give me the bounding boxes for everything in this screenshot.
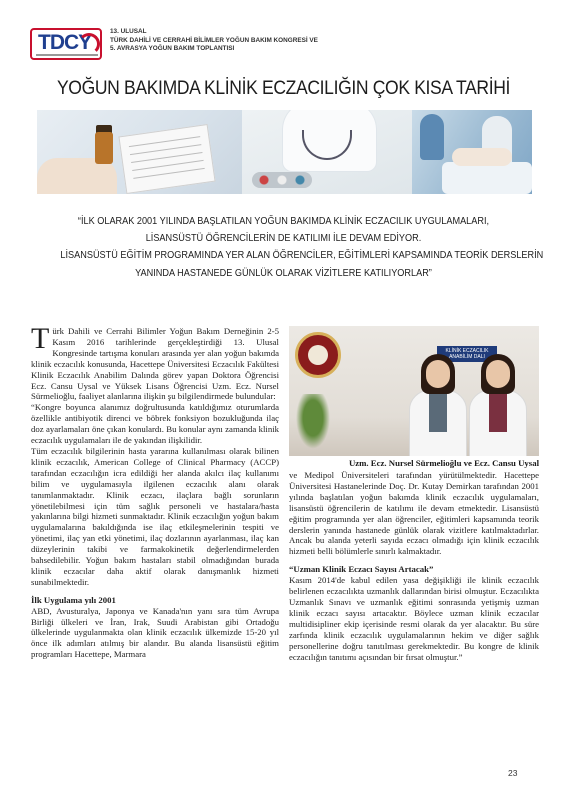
- university-emblem-icon: [295, 332, 341, 378]
- person-figure: [407, 354, 469, 456]
- left-column: [31, 322, 279, 660]
- tdcy-logo: [30, 28, 102, 60]
- hospital-bed: [442, 162, 532, 194]
- logo-underline: [36, 54, 98, 56]
- page-number: 23: [508, 768, 518, 778]
- intro-paragraph: [31, 322, 279, 402]
- quote-line: LİSANSÜSTÜ ÖĞRENCİLERİN DE KATILIMI İLE DEVAM EDİYOR.: [145, 233, 422, 245]
- pills-blister: [252, 172, 312, 188]
- patient-figure: [452, 148, 512, 166]
- banner-photo-doctor: [242, 110, 412, 194]
- right-column: [289, 470, 539, 662]
- portrait-photo: [289, 326, 539, 456]
- department-sign: KLİNİK ECZACILIK ANABİLİM DALI: [437, 346, 497, 362]
- medicine-bottle: [95, 132, 113, 164]
- quote-line: LİSANSÜSTÜ EĞİTİM PROGRAMINDA YER ALAN ÖĞRENCİLER, EĞİTİMLERİ KAPSAMINDA TEORİK DERSLERİN: [60, 250, 544, 262]
- body-paragraph: Kasım 2014'de kabul edilen yasa değişikliği ile klinik eczacılık belirlenen eczacılıkta uzmanlık dallarından birisi olmuştur. Eczacılıkta Uzmanlık Sınavı ve uzmanlık eğitimi sonrasında yetişmiş uzman klinik eczacı sayısı artacaktır. Böylece uzman klinik eczacılar multidisipliner ekip içerisinde resmi olarak da yer alacaktır. Bu süre zarfında klinik eczacılık uygulamalarının hekim ve diğer sağlık personellerine doğru tanıtılması gerekmektedir. Bu kongre de klinik eczacılığın tanıtımı açısından bir fırsat olmuştur.”: [289, 575, 539, 662]
- banner-photo-strip: [37, 110, 532, 194]
- banner-photo-pharmacy: [37, 110, 242, 194]
- congress-name: [110, 28, 318, 54]
- body-paragraph: ABD, Avusturalya, Japonya ve Kanada'nın yanı sıra tüm Avrupa Birliği ülkeleri ve İran, Irak, Suudi Arabistan gibi Ortadoğu ülkelerinde uygulanmakta olan klinik eczacılık ülkemizde 15-20 yıl önce ilk adımları atılmış bir alandır. Bu alanda lisansüstü eğitim programları Hacettepe, Marmara: [31, 605, 279, 660]
- congress-line: TÜRK DAHİLİ VE CERRAHİ BİLİMLER YOĞUN BAKIM KONGRESİ VE: [110, 36, 318, 44]
- quote-line: YANINDA HASTANEDE GÜNLÜK OLARAK VİZİTLERE KATILIYORLAR”: [135, 267, 432, 279]
- person-figure: [467, 354, 529, 456]
- body-paragraph: ve Medipol Üniversiteleri tarafından yürütülmektedir. Hacettepe Üniversitesi Hastanelerinde Doç. Dr. Kutay Demirkan tarafından 2001 yılında başlatılan yoğun bakımda klinik eczacılık uygulamaları, lisansüstü öğrencilerin de katılımı ile devam etmektedir. Lisansüstü eğitim programında yer alan öğrenciler, eğitimleri kapsamında teorik derslerin yanında hastanede günlük olarak vizitlere katılmaktadırlar. Ancak bu alanda yeterli sayıda eczacı olmadığı için klinik eczacılık hizmeti belli bölümlerle sınırlı kalmaktadır.: [289, 470, 539, 557]
- plant-shape: [293, 394, 333, 454]
- page-header: [30, 28, 540, 64]
- photo-caption: Uzm. Ecz. Nursel Sürmelioğlu ve Ecz. Cansu Uysal: [348, 458, 539, 468]
- body-paragraph: “Kongre boyunca alanımız doğrultusunda katıldığımız oturumlarda özellikle antibiyotik direnci ve böbrek fonksiyon bozukluğunda ilaç doz ayarlamaları öne çıkan konulardı. Bu konular aynı zamanda klinik eczacılık uygulamaları ile de yakından ilişkilidir.: [31, 402, 279, 446]
- article-title: YOĞUN BAKIMDA KLİNİK ECZACILIĞIN ÇOK KISA TARİHİ: [56, 77, 511, 99]
- congress-line: 13. ULUSAL: [110, 28, 147, 35]
- intro-text: ürk Dahili ve Cerrahi Bilimler Yoğun Bakım Derneğinin 2-5 Kasım 2016 tarihlerinde gerçekleştirdiği 13. Ulusal Kongresinde tartışma konuları arasında yer alan yoğun bakımda klinik eczacılık konusunda, Hacettepe Üniversitesi Eczacılık Fakültesi Klinik Eczacılık Anabilim Dalında görev yapan Doktora Öğrencisi Ecz. Cansu Uysal ve Yüksek Lisans Öğrencisi Uzm. Ecz. Nursel Sürmelioğlu, faaliyet alanlarına ilişkin şu bilgilendirmede bulundular:: [31, 326, 279, 402]
- body-paragraph: Tüm eczacılık bilgilerinin hasta yararına kullanılması olarak bilinen klinik eczacılık, American College of Clinical Pharmacy (ACCP) tarafından eczacılığın icra edildiği her alanda akılcı ilaç kullanımı bilim ve uygulamasıyla ilgilenen eczacılık alanı olarak tanımlanmaktadır. Klinik eczacı, ilaçlara bağlı sorunların yönetilebilmesi için tüm sağlık personeli ve hastalara/hasta yakınlarına bilgi hizmeti sunmaktadır. Klinik eczacılığın yoğun bakım uygulamalarına bakıldığında ise ilaç etkileşmelerinin tespiti ve yönetimi, ilaç yan etki yönetimi, ilaç dozlarının ayarlanması, ilaç kan düzeylerinin takibi ve farmakokinetik değerlendirmelerden bahsedilebilir. Yoğun bakım hastaları stabil olmadığından burada klinik eczacılar daha aktif olarak danışmanlık hizmeti sunabilmektedir.: [31, 445, 279, 587]
- logo-text: TDCY: [38, 31, 92, 54]
- section-heading: “Uzman Klinik Eczacı Sayısı Artacak”: [289, 564, 434, 575]
- pull-quote: [30, 213, 544, 282]
- nurse-figure: [420, 114, 444, 160]
- congress-line: 5. AVRASYA YOĞUN BAKIM TOPLANTISI: [110, 45, 235, 53]
- logo-swoosh-icon: [78, 33, 100, 55]
- quote-line: “İLK OLARAK 2001 YILINDA BAŞLATILAN YOĞUN BAKIMDA KLİNİK ECZACILIK UYGULAMALARI,: [77, 216, 490, 227]
- banner-photo-icu: [412, 110, 532, 194]
- drop-cap: T: [31, 322, 50, 355]
- section-heading: İlk Uygulama yılı 2001: [31, 594, 116, 605]
- prescription-sheet: [118, 124, 215, 194]
